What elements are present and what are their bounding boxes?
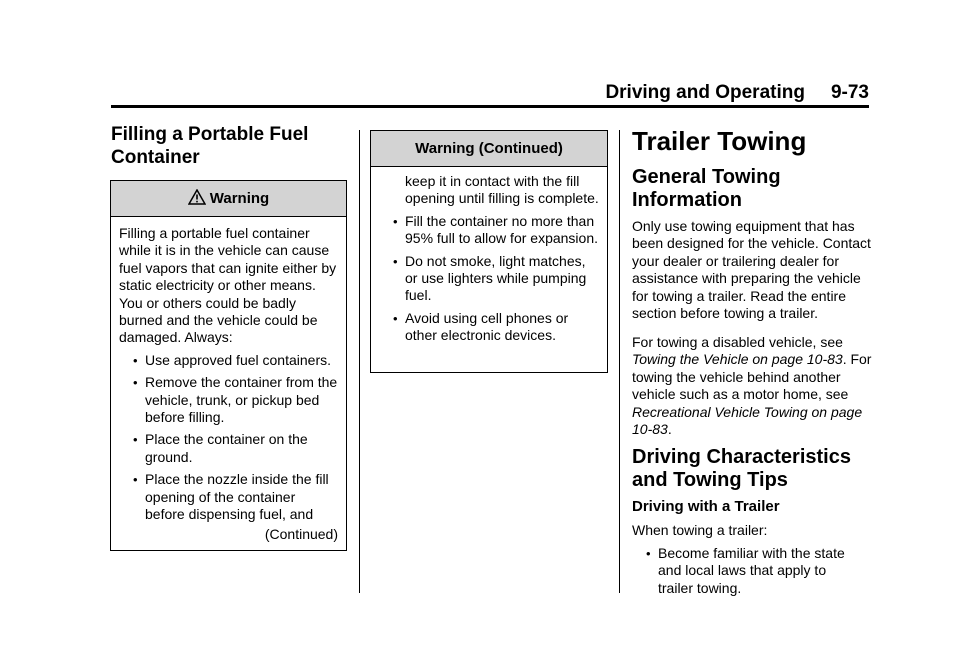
warning-continued-text: keep it in contact with the fill opening until filling is complete. [405,173,599,207]
warning-body [111,217,346,549]
warning-header [111,181,346,217]
continued-label: (Continued) [264,525,338,542]
list-item: • Remove the container from the vehicle, trunk, or pickup bed before filling. [119,374,338,426]
section-title-portable-fuel: Filling a Portable Fuel Container [111,124,309,168]
list-item: • Place the container on the ground. [119,431,338,466]
paragraph-when-towing: When towing a trailer: [632,522,768,538]
list-item: • Use approved fuel containers. [119,352,338,369]
subsection-title-driving-characteristics: Driving Characteristics and Towing Tips [632,446,851,491]
warning-bullet-list [119,352,338,524]
warning-box-fuel [110,180,347,551]
column-divider-1 [359,130,360,593]
towing-bullet-list [632,540,864,597]
header-section-title: Driving and Operating [605,82,805,103]
link-recreational-vehicle-towing[interactable]: Recreational Vehicle Towing on page 10-83 [632,403,863,438]
warning-triangle-icon [188,189,206,209]
warning-box-continued [370,130,608,373]
warning-continued-bullet-list [379,213,599,345]
header-rule [111,105,869,108]
paragraph-towing-equipment: Only use towing equipment that has been designed for the vehicle. Contact your dealer or trailering dealer for assistance with preparing the vehicle for towing a trailer. Read the entire section before towing a trailer. [632,218,871,322]
list-item: • Do not smoke, light matches, or use lighters while pumping fuel. [379,253,599,305]
list-item: • Place the nozzle inside the fill opening of the container before dispensing fuel, and [119,471,338,523]
page-header [111,82,869,108]
subsection-title-general-towing: General Towing Information [632,166,781,211]
warning-header-continued [371,131,607,167]
section-title-trailer-towing: Trailer Towing [632,126,807,156]
warning-body-continued [371,167,607,351]
link-towing-the-vehicle[interactable]: Towing the Vehicle on page 10-83 [632,351,843,368]
subsection-title-driving-with-trailer: Driving with a Trailer [632,498,780,515]
header-page-number: 9-73 [830,82,869,103]
warning-text: Filling a portable fuel container while it is in the vehicle can cause fuel vapors that can ignite either by static electricity or other means. You or others could be badly burned and the vehicle could be damaged. Always: [119,225,337,346]
column-divider-2 [619,130,620,593]
list-item: • Avoid using cell phones or other electronic devices. [379,310,599,345]
list-item: • Fill the container no more than 95% full to allow for expansion. [379,213,599,248]
warning-label: Warning [209,190,270,207]
warning-continued-label: Warning (Continued) [415,140,563,157]
list-item: • Become familiar with the state and local laws that apply to trailer towing. [632,545,864,597]
paragraph-disabled-vehicle: For towing a disabled vehicle, see Towing the Vehicle on page 10-83. For towing the vehicle behind another vehicle such as a motor home, see Recreational Vehicle Towing on page 10-83. [632,334,872,438]
